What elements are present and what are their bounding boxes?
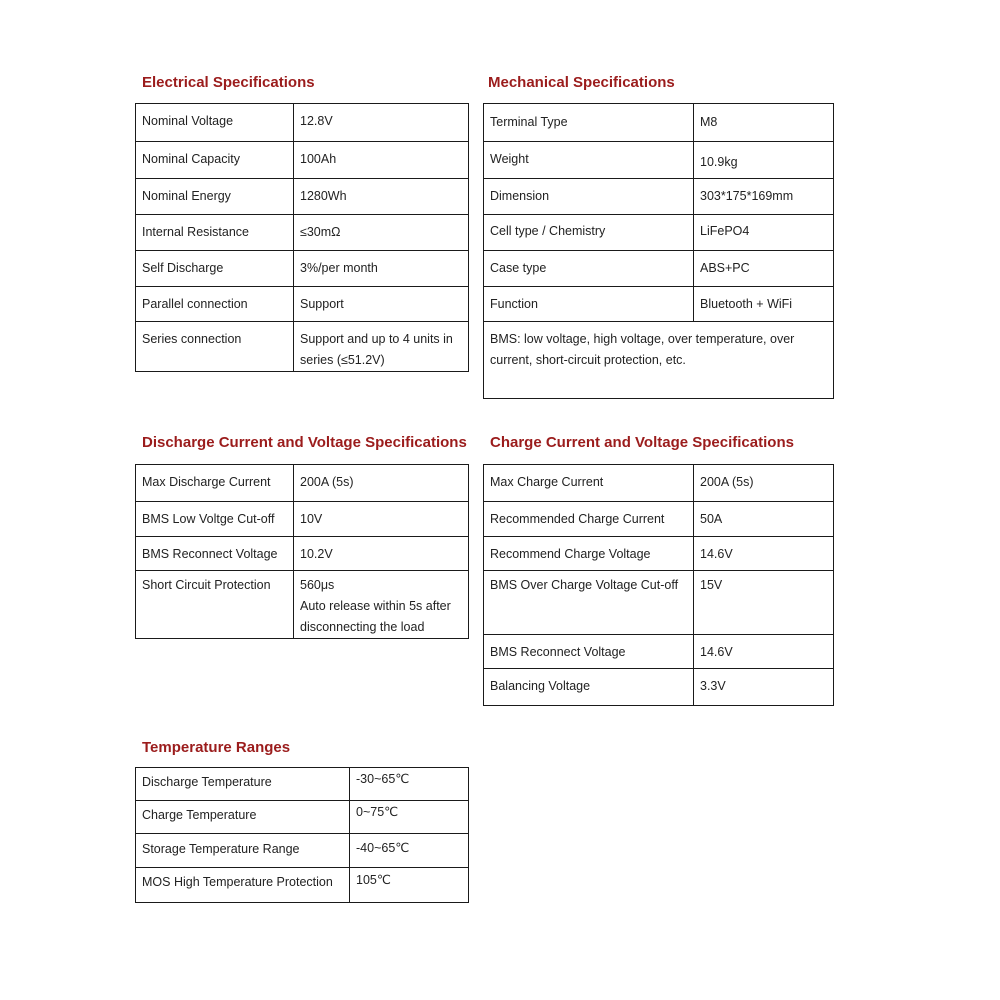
row-value: Support <box>294 287 469 322</box>
table-row <box>136 215 469 251</box>
table-row <box>484 104 834 142</box>
row-label: Function <box>484 287 694 322</box>
row-label: Self Discharge <box>136 251 294 287</box>
temperature-table <box>135 767 469 903</box>
mechanical-table <box>483 103 834 399</box>
row-label: Recommend Charge Voltage <box>484 537 694 571</box>
row-value: 14.6V <box>694 635 834 669</box>
table-row <box>136 537 469 571</box>
row-label: Max Charge Current <box>484 465 694 502</box>
row-value: 105℃ <box>350 868 469 903</box>
row-label: Internal Resistance <box>136 215 294 251</box>
row-label: Storage Temperature Range <box>136 834 350 868</box>
row-value: 303*175*169mm <box>694 179 834 215</box>
row-value: 3.3V <box>694 669 834 706</box>
table-row <box>136 571 469 639</box>
row-value: -40~65℃ <box>350 834 469 868</box>
row-value: 14.6V <box>694 537 834 571</box>
row-label: Nominal Energy <box>136 179 294 215</box>
row-label: Charge Temperature <box>136 801 350 834</box>
table-row <box>136 834 469 868</box>
row-value: -30~65℃ <box>350 768 469 801</box>
row-value: 50A <box>694 502 834 537</box>
row-value: Support and up to 4 units in series (≤51.2V) <box>294 322 469 372</box>
row-value: ≤30mΩ <box>294 215 469 251</box>
table-row <box>484 669 834 706</box>
charge-table <box>483 464 834 706</box>
table-row <box>484 465 834 502</box>
electrical-table <box>135 103 469 372</box>
row-value: 10.9kg <box>694 142 834 179</box>
table-row <box>136 251 469 287</box>
row-value: 1280Wh <box>294 179 469 215</box>
charge-title: Charge Current and Voltage Specifications <box>490 434 794 451</box>
mechanical-title: Mechanical Specifications <box>488 74 675 91</box>
row-label: Weight <box>484 142 694 179</box>
row-value: 100Ah <box>294 142 469 179</box>
row-label: Parallel connection <box>136 287 294 322</box>
row-value: LiFePO4 <box>694 215 834 251</box>
table-row <box>136 768 469 801</box>
row-label: Series connection <box>136 322 294 372</box>
row-value: M8 <box>694 104 834 142</box>
table-row <box>136 465 469 502</box>
row-label: Discharge Temperature <box>136 768 350 801</box>
row-value: Bluetooth + WiFi <box>694 287 834 322</box>
table-row <box>136 179 469 215</box>
row-label: BMS Reconnect Voltage <box>484 635 694 669</box>
table-row <box>484 251 834 287</box>
table-row <box>136 104 469 142</box>
table-row <box>136 502 469 537</box>
electrical-title: Electrical Specifications <box>142 74 315 91</box>
row-label: Short Circuit Protection <box>136 571 294 639</box>
row-value: 3%/per month <box>294 251 469 287</box>
bms-note: BMS: low voltage, high voltage, over temperature, over current, short-circuit protection, etc. <box>484 322 834 399</box>
row-label: Case type <box>484 251 694 287</box>
table-row <box>484 179 834 215</box>
row-value: 12.8V <box>294 104 469 142</box>
row-value: 560μs Auto release within 5s after disconnecting the load <box>294 571 469 639</box>
table-row <box>484 215 834 251</box>
row-label: Balancing Voltage <box>484 669 694 706</box>
table-row <box>484 142 834 179</box>
temperature-title: Temperature Ranges <box>142 739 291 756</box>
discharge-table <box>135 464 469 639</box>
row-value: 0~75℃ <box>350 801 469 834</box>
table-row <box>136 801 469 834</box>
row-value: 200A (5s) <box>694 465 834 502</box>
table-row <box>484 287 834 322</box>
row-label: BMS Over Charge Voltage Cut-off <box>484 571 694 635</box>
row-label: Dimension <box>484 179 694 215</box>
row-label: BMS Low Voltge Cut-off <box>136 502 294 537</box>
row-value: 200A (5s) <box>294 465 469 502</box>
table-row <box>484 635 834 669</box>
row-label: BMS Reconnect Voltage <box>136 537 294 571</box>
row-value: 10.2V <box>294 537 469 571</box>
table-row <box>484 537 834 571</box>
table-row <box>136 868 469 903</box>
row-label: Max Discharge Current <box>136 465 294 502</box>
row-label: Terminal Type <box>484 104 694 142</box>
table-row <box>136 322 469 372</box>
table-row <box>136 142 469 179</box>
discharge-title: Discharge Current and Voltage Specifications <box>142 434 467 451</box>
row-value: ABS+PC <box>694 251 834 287</box>
row-label: Nominal Capacity <box>136 142 294 179</box>
table-row <box>484 571 834 635</box>
table-row <box>484 502 834 537</box>
row-value: 10V <box>294 502 469 537</box>
table-row <box>484 322 834 399</box>
row-label: Nominal Voltage <box>136 104 294 142</box>
row-label: Recommended Charge Current <box>484 502 694 537</box>
table-row <box>136 287 469 322</box>
row-label: MOS High Temperature Protection <box>136 868 350 903</box>
row-value: 15V <box>694 571 834 635</box>
row-label: Cell type / Chemistry <box>484 215 694 251</box>
